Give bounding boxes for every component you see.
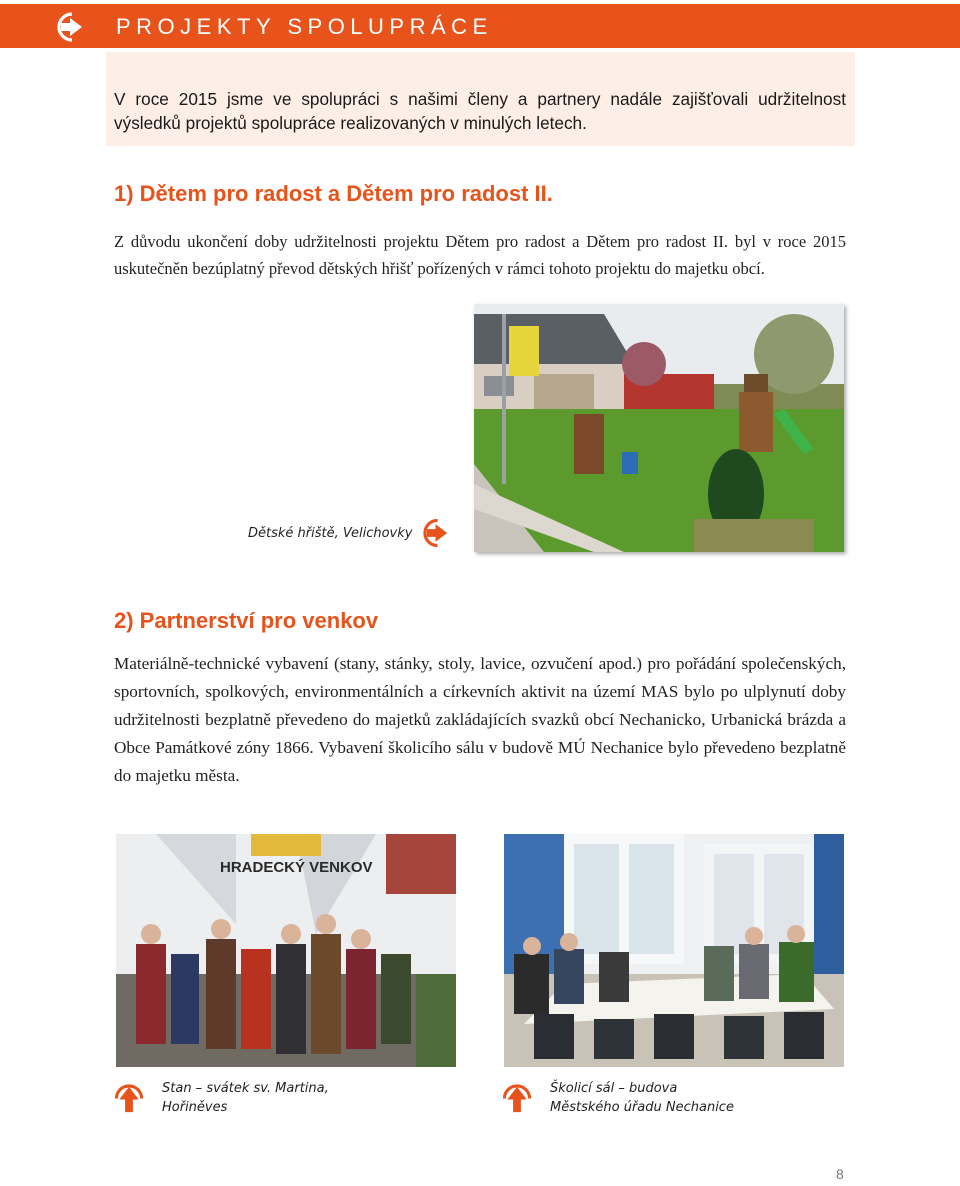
room-caption-line1: Školicí sál – budova	[550, 1081, 678, 1096]
playground-photo	[474, 304, 844, 552]
page-title: PROJEKTY SPOLUPRÁCE	[116, 14, 493, 39]
section1-heading: 1) Dětem pro radost a Dětem pro radost II.	[114, 181, 553, 206]
room-caption-line2: Městského úřadu Nechanice	[550, 1100, 734, 1115]
intro-text: V roce 2015 jsme ve spolupráci s našimi členy a partnery nadále zajišťovali udržitelnost výsledků projektů spolupráce realizovaných v minulých letech.	[114, 89, 846, 133]
tent-banner-text: HRADECKÝ VENKOV	[220, 859, 373, 876]
page-number: 8	[836, 1166, 844, 1182]
section1-body: Z důvodu ukončení doby udržitelnosti projektu Dětem pro radost a Dětem pro radost II. byl v roce 2015 uskutečněn bezúplatný převod dětských hřišť pořízených v rámci tohoto projektu do majetku obcí.	[114, 232, 846, 278]
section2-heading: 2) Partnerství pro venkov	[114, 608, 379, 633]
training-room-photo-caption	[550, 1079, 734, 1117]
arrow-right-circle-icon	[56, 12, 88, 42]
tent-caption-line2: Hořiněves	[162, 1100, 228, 1115]
playground-photo-caption: Dětské hřiště, Velichovky	[248, 526, 413, 541]
training-room-photo	[504, 834, 844, 1067]
arrow-right-circle-icon	[422, 518, 453, 548]
arrow-up-circle-icon	[114, 1083, 144, 1114]
tent-festival-photo	[116, 834, 456, 1067]
header-bar	[0, 4, 960, 48]
section2-body: Materiálně-technické vybavení (stany, stánky, stoly, lavice, ozvučení apod.) pro pořádání společenských, sportovních, spolkových, environmentálních a církevních aktivit na území MAS bylo po ulplynutí doby udržitelnosti bezplatně převedeno do majetků zakládajících svazků obcí Nechanicko, Urbanická brázda a Obce Památkové zóny 1866. Vybavení školicího sálu v budově MÚ Nechanice bylo převedeno bezplatně do majetku města.	[114, 654, 846, 785]
tent-caption-line1: Stan – svátek sv. Martina,	[162, 1081, 329, 1096]
arrow-up-circle-icon	[502, 1083, 532, 1114]
tent-photo-caption	[162, 1079, 329, 1117]
